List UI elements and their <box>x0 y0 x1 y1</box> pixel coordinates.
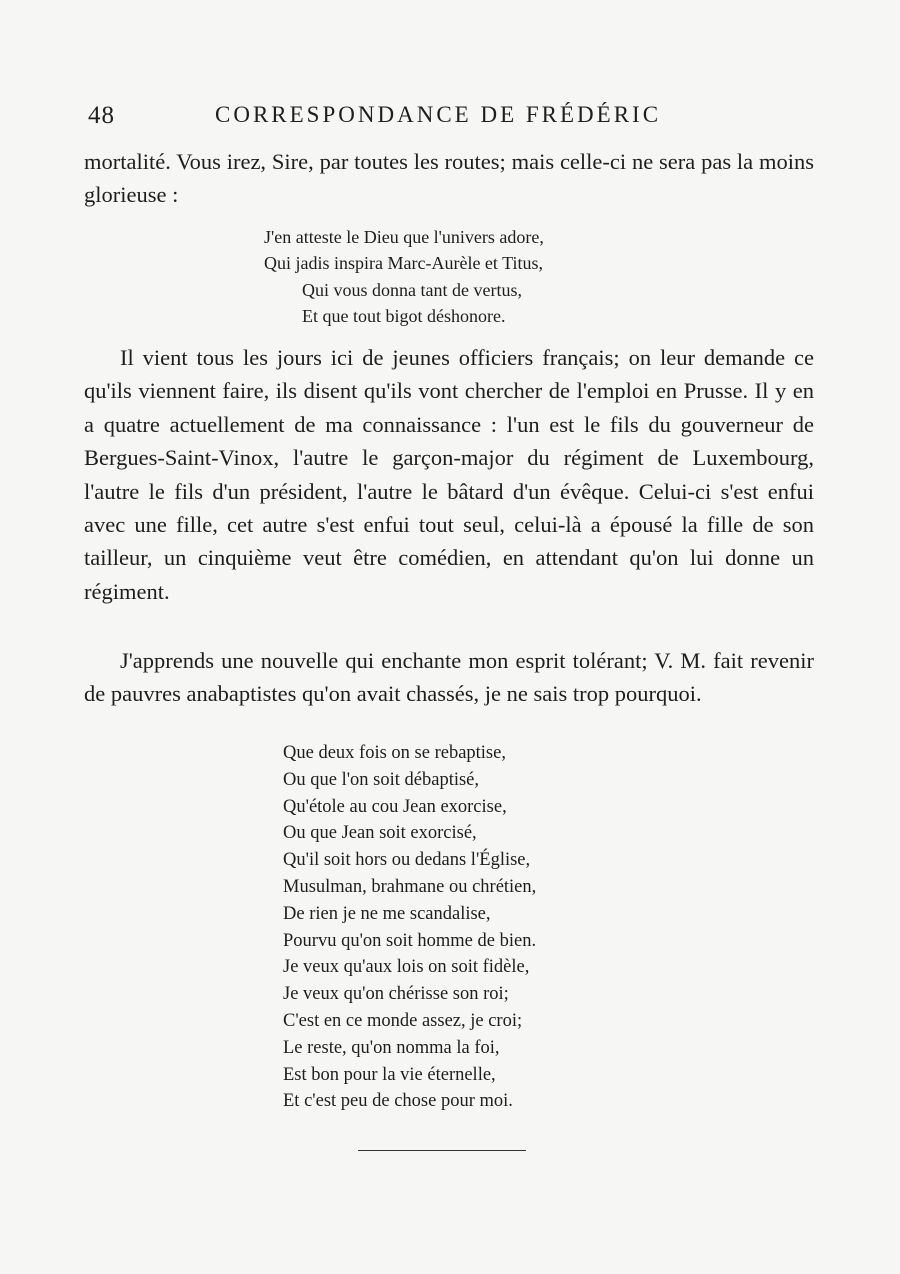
verse-line: C'est en ce monde assez, je croi; <box>283 1010 523 1031</box>
verse-line: Qui vous donna tant de vertus, <box>302 279 522 300</box>
paragraph-officers <box>84 341 814 608</box>
paragraph-text: mortalité. Vous irez, Sire, par toutes les routes; mais celle-ci ne sera pas la moins glorieuse : <box>84 149 814 208</box>
running-head <box>88 98 812 134</box>
verse-line: J'en atteste le Dieu que l'univers adore, <box>264 227 544 247</box>
verse-line: Pourvu qu'on soit homme de bien. <box>283 930 537 951</box>
verse-line: Qu'étole au cou Jean exorcise, <box>283 796 507 817</box>
verse-line: Et que tout bigot déshonore. <box>302 306 506 327</box>
section-divider <box>358 1150 526 1151</box>
verse-line: De rien je ne me scandalise, <box>283 903 491 924</box>
verse-line: Que deux fois on se rebaptise, <box>283 743 506 763</box>
verse-line: Ou que l'on soit débaptisé, <box>283 769 480 790</box>
verse-line: Je veux qu'on chérisse son roi; <box>283 984 509 1005</box>
verse-line: Et c'est peu de chose pour moi. <box>283 1091 513 1112</box>
page-number: 48 <box>88 102 115 129</box>
verse-line: Musulman, brahmane ou chrétien, <box>283 876 537 897</box>
paragraph-text: J'apprends une nouvelle qui enchante mon esprit tolérant; V. M. fait revenir de pauvres anabaptistes qu'on avait chassés, je ne sais trop pourquoi. <box>84 648 814 707</box>
verse-line: Le reste, qu'on nomma la foi, <box>283 1037 500 1058</box>
verse-line: Qu'il soit hors ou dedans l'Église, <box>283 850 531 871</box>
verse-line: Est bon pour la vie éternelle, <box>283 1064 496 1085</box>
verse-line: Qui jadis inspira Marc-Aurèle et Titus, <box>264 253 543 274</box>
paragraph-continuation <box>84 145 814 212</box>
verse-line: Ou que Jean soit exorcisé, <box>283 823 477 844</box>
verse-poem <box>283 740 536 1115</box>
paragraph-anabaptists <box>84 644 814 711</box>
verse-line: Je veux qu'aux lois on soit fidèle, <box>283 957 530 978</box>
running-title: CORRESPONDANCE DE FRÉDÉRIC <box>215 102 662 127</box>
verse-quatrain <box>264 224 544 330</box>
paragraph-text: Il vient tous les jours ici de jeunes officiers français; on leur demande ce qu'ils viennent faire, ils disent qu'ils vont chercher de l'emploi en Prusse. Il y en a quatre actuellement de ma connaissance : l'un est le fils du gouverneur de Bergues-Saint-Vinox, l'autre le garçon-major du régiment de Luxembourg, l'autre le fils d'un président, l'autre le bâtard d'un évêque. Celui-ci s'est enfui avec une fille, cet autre s'est enfui tout seul, celui-là a épousé la fille de son tailleur, un cinquième veut être comédien, en attendant qu'on lui donne un régiment. <box>84 345 814 604</box>
